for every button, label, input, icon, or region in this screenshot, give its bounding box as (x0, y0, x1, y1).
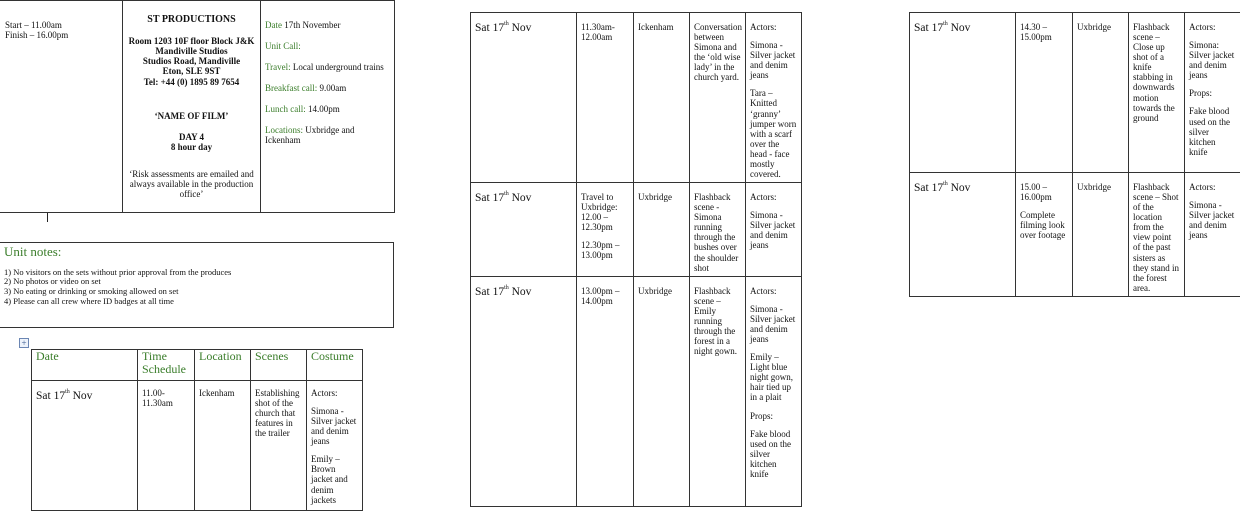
row-costume: Actors: Simona: Silver jacket and denim jeans Props: Fake blood used on the silver kitchen knife (1185, 13, 1240, 173)
company-name: ST PRODUCTIONS (128, 14, 255, 25)
call-info-cell (261, 1, 395, 213)
row-time: 11.30am-12.00am (577, 13, 634, 183)
day-duration: 8 hour day (128, 142, 255, 152)
unit-note: 3) No eating or drinking or smoking allowed on set (4, 287, 388, 297)
row-costume: Actors: Simona - Silver jacket and denim jeans Tara – Knitted ‘granny’ jumper worn with a scarf over the head - face mostly covered. (746, 13, 802, 183)
row-scene: Flashback scene – Close up shot of a knife stabbing in downwards motion towards the ground (1129, 13, 1185, 173)
row-location: Ickenham (195, 380, 251, 510)
table-row (471, 183, 802, 277)
row-costume: Actors: Simona - Silver jacket and denim jeans (1185, 173, 1240, 297)
address-line: Studios Road, Mandiville (128, 56, 255, 66)
row-location: Uxbridge (1073, 13, 1129, 173)
unit-call-label: Unit Call: (265, 41, 301, 51)
row-date: Sat 17th Nov (910, 13, 1016, 173)
row-time: 11.00-11.30am (138, 380, 195, 510)
address-line: Eton, SLE 9ST (128, 66, 255, 76)
row-time: 13.00pm – 14.00pm (577, 276, 634, 506)
table-move-handle[interactable]: + (19, 338, 29, 348)
header-costume: Costume (307, 350, 363, 381)
date-value: 17th November (284, 20, 340, 30)
locations-label: Locations: (265, 125, 303, 135)
risk-note: ‘Risk assessments are emailed and always available in the production office’ (128, 169, 255, 199)
film-name: ‘NAME OF FILM’ (128, 111, 255, 121)
row-scene: Flashback scene – Shot of the location from the view point of the past sisters as they stand in the forest area. (1129, 173, 1185, 297)
row-location: Ickenham (634, 13, 690, 183)
row-date: Sat 17th Nov (471, 276, 577, 506)
call-sheet-header (0, 0, 395, 213)
unit-note: 2) No photos or video on set (4, 277, 388, 287)
date-label: Date (265, 20, 282, 30)
header-scenes: Scenes (251, 350, 307, 381)
row-scene: Conversation between Simona and the ‘old wise lady’ in the church yard. (690, 13, 746, 183)
row-date: Sat 17th Nov (471, 13, 577, 183)
schedule-table-1 (31, 349, 363, 511)
schedule-table-2 (470, 12, 802, 507)
unit-note: 4) Please can all crew where ID badges at all time (4, 297, 388, 307)
row-time: 15.00 – 16.00pm Complete filming look over footage (1016, 173, 1073, 297)
header-location: Location (195, 350, 251, 381)
row-location: Uxbridge (634, 183, 690, 277)
lunch-value: 14.00pm (308, 104, 340, 114)
breakfast-label: Breakfast call: (265, 83, 317, 93)
table-row (471, 13, 802, 183)
company-cell (123, 1, 261, 213)
text-cursor (47, 213, 48, 222)
row-costume: Actors: Simona - Silver jacket and denim jeans (746, 183, 802, 277)
start-time: Start – 11.00am (5, 20, 117, 30)
row-date: Sat 17th Nov (471, 183, 577, 277)
travel-value: Local underground trains (293, 62, 384, 72)
table-row (910, 13, 1240, 173)
row-scene: Flashback scene - Simona running through the bushes over the shoulder shot (690, 183, 746, 277)
breakfast-value: 9.00am (319, 83, 346, 93)
finish-time: Finish – 16.00pm (5, 30, 117, 40)
unit-notes-box (0, 242, 394, 328)
locations-value: Uxbridge and Ickenham (265, 125, 355, 145)
table-row (32, 380, 363, 510)
address-line: Tel: +44 (0) 1895 89 7654 (128, 77, 255, 87)
row-scene: Flashback scene – Emily running through the forest in a night gown. (690, 276, 746, 506)
row-date: Sat 17th Nov (32, 380, 138, 510)
row-location: Uxbridge (634, 276, 690, 506)
unit-notes-list (4, 268, 388, 307)
row-time: 14.30 – 15.00pm (1016, 13, 1073, 173)
unit-notes-title: Unit notes: (4, 245, 388, 260)
row-costume: Actors: Simona - Silver jacket and denim jeans Emily – Brown jacket and denim jackets (307, 380, 363, 510)
table-row (910, 173, 1240, 297)
travel-label: Travel: (265, 62, 291, 72)
header-date: Date (32, 350, 138, 381)
table-row (471, 276, 802, 506)
address-line: Mandiville Studios (128, 46, 255, 56)
unit-note: 1) No visitors on the sets without prior approval from the produces (4, 268, 388, 278)
company-address (128, 36, 255, 86)
lunch-label: Lunch call: (265, 104, 306, 114)
schedule-table-3 (909, 12, 1240, 297)
day-number: DAY 4 (128, 132, 255, 142)
address-line: Room 1203 10F floor Block J&K (128, 36, 255, 46)
row-location: Uxbridge (1073, 173, 1129, 297)
schedule-header-row (32, 350, 363, 381)
call-times-cell (0, 1, 123, 213)
row-costume: Actors: Simona - Silver jacket and denim jeans Emily – Light blue night gown, hair tied up in a plait Props: Fake blood used on the silver kitchen knife (746, 276, 802, 506)
row-date: Sat 17th Nov (910, 173, 1016, 297)
header-time-schedule: Time Schedule (138, 350, 195, 381)
row-time: Travel to Uxbridge: 12.00 – 12.30pm 12.30pm – 13.00pm (577, 183, 634, 277)
row-scene: Establishing shot of the church that features in the trailer (251, 380, 307, 510)
